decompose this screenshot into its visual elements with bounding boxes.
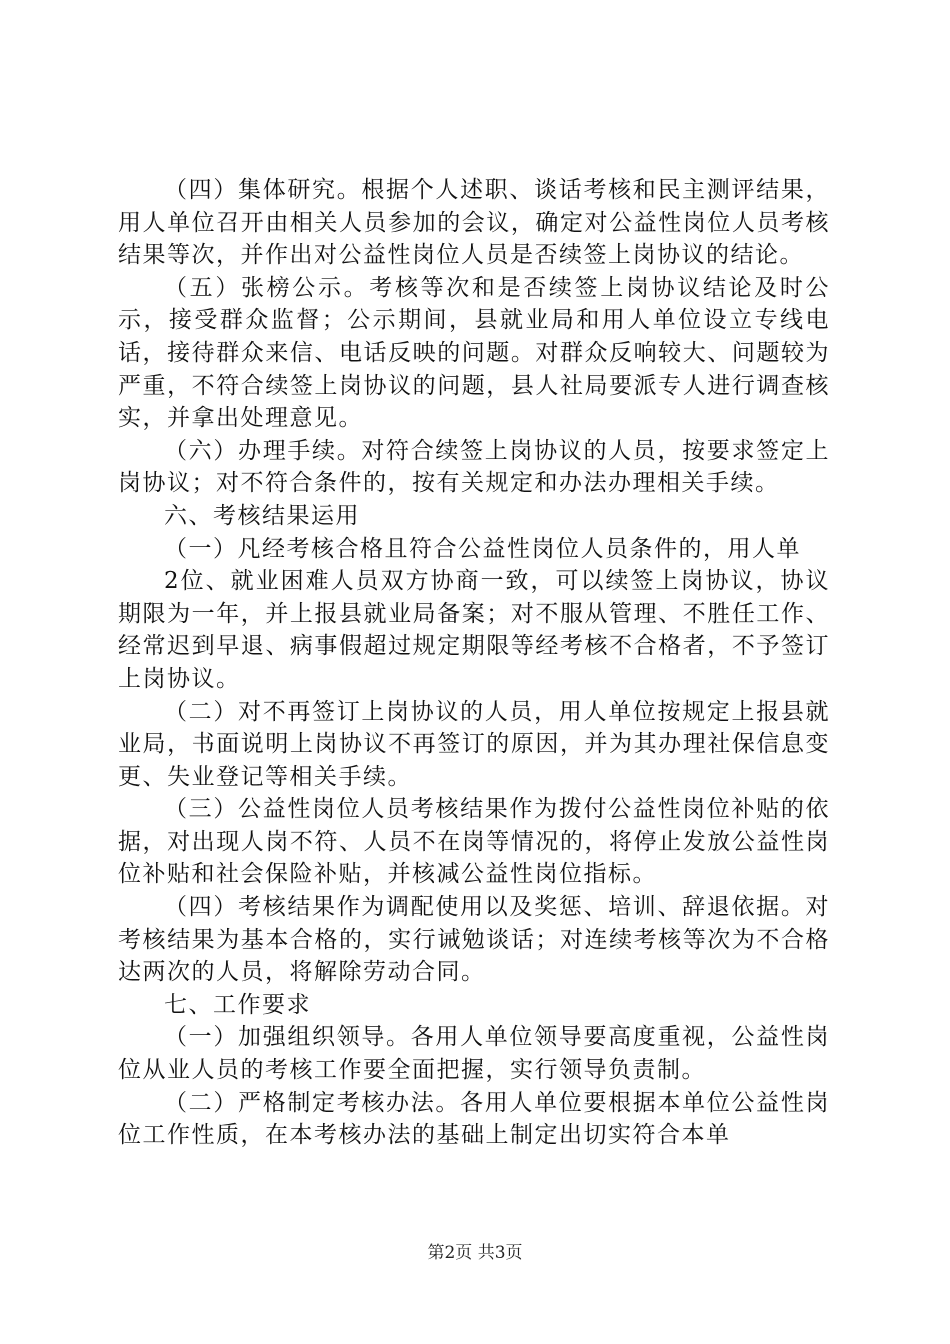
paragraph-results-3: （三）公益性岗位人员考核结果作为拨付公益性岗位补贴的依据，对出现人岗不符、人员不在岗等情况的，将停止发放公益性岗位补贴和社会保险补贴，并核减公益性岗位指标。 — [118, 796, 830, 888]
paragraph-results-4: （四）考核结果作为调配使用以及奖惩、培训、辞退依据。对考核结果为基本合格的，实行诫勉谈话；对连续考核等次为不合格达两次的人员，将解除劳动合同。 — [118, 894, 830, 986]
section-heading-results-usage: 六、考核结果运用 — [164, 502, 360, 529]
paragraph-results-1-continued: 2位、就业困难人员双方协商一致，可以续签上岗协议，协议期限为一年，并上报县就业局备案；对不服从管理、不胜任工作、经常迟到早退、病事假超过规定期限等经考核不合格者，不予签订上岗协议。 — [118, 568, 830, 692]
document-body — [118, 174, 830, 1152]
section-heading-work-requirements: 七、工作要求 — [164, 991, 311, 1018]
paragraph-results-2: （二）对不再签订上岗协议的人员，用人单位按规定上报县就业局，书面说明上岗协议不再签订的原因，并为其办理社保信息变更、失业登记等相关手续。 — [118, 698, 830, 790]
paragraph-requirements-1: （一）加强组织领导。各用人单位领导要高度重视，公益性岗位从业人员的考核工作要全面把握，实行领导负责制。 — [118, 1024, 830, 1084]
paragraph-public-notice: （五）张榜公示。考核等次和是否续签上岗协议结论及时公示，接受群众监督；公示期间，县就业局和用人单位设立专线电话，接待群众来信、电话反映的问题。对群众反响较大、问题较为严重，不符合续签上岗协议的问题，县人社局要派专人进行调查核实，并拿出处理意见。 — [118, 274, 830, 432]
paragraph-collective-research: （四）集体研究。根据个人述职、谈话考核和民主测评结果，用人单位召开由相关人员参加的会议，确定对公益性岗位人员考核结果等次，并作出对公益性岗位人员是否续签上岗协议的结论。 — [118, 177, 830, 269]
paragraph-procedures: （六）办理手续。对符合续签上岗协议的人员，按要求签定上岗协议；对不符合条件的，按有关规定和办法办理相关手续。 — [118, 437, 830, 497]
page-number-footer: 第2页 共3页 — [427, 1243, 523, 1263]
paragraph-results-1: （一）凡经考核合格且符合公益性岗位人员条件的，用人单 — [164, 535, 801, 562]
paragraph-requirements-2: （二）严格制定考核办法。各用人单位要根据本单位公益性岗位工作性质，在本考核办法的基础上制定出切实符合本单 — [118, 1089, 830, 1149]
